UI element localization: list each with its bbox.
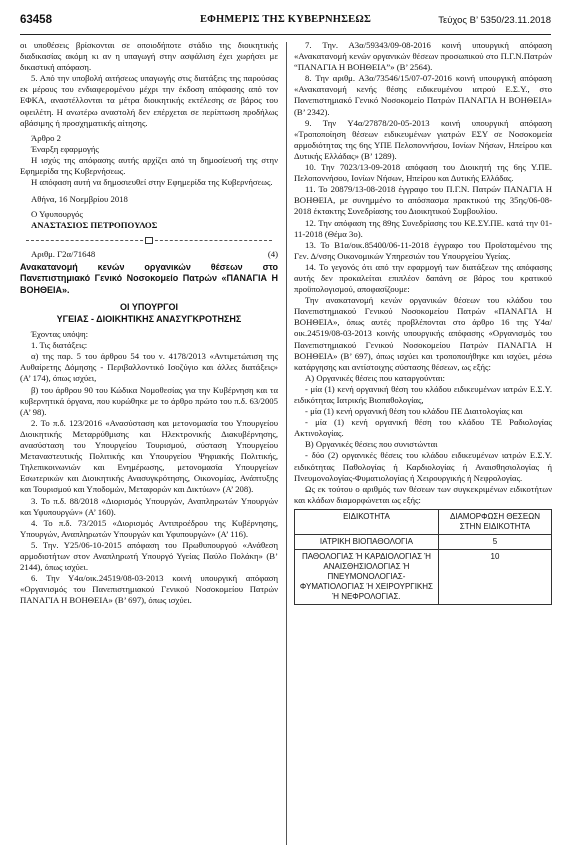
table-header-positions: ΔΙΑΜΟΡΦΩΣΗ ΘΕΣΕΩΝ ΣΤΗΝ ΕΙΔΙΚΟΤΗΤΑ [438,509,551,534]
table-row [295,534,552,549]
section-separator [20,234,278,246]
table-row [295,549,552,604]
decision-title: Ανακατανομή κενών οργανικών θέσεων στο Πανεπιστημιακό Γενικό Νοσοκομείο Πατρών «ΠΑΝΑΓΙΑ Η ΒΟΗΘΕΙΑ». [20,261,278,295]
list-item: 7. Την. Α3α/59343/09-08-2016 κοινή υπουργική απόφαση «Ανακατανομή κενών οργανικών θέσεων προσωπικού στο Π.Γ.Ν.Πατρών “ΠΑΝΑΓΙΑ Η ΒΟΗΘΕΙΑ”» (Β’ 2564). [294,40,552,73]
list-item: α) της παρ. 5 του άρθρου 54 του ν. 4178/2013 «Αντιμετώπιση της Αυθαίρετης Δόμησης - Περιβαλλοντικό Ισοζύγιο και άλλες διατάξεις» (Α’ 174), όπως ισχύει, [20,351,278,384]
table-cell-specialty: ΠΑΘΟΛΟΓΙΑΣ Ή ΚΑΡΔΙΟΛΟΓΙΑΣ Ή ΑΝΑΙΣΘΗΣΙΟΛΟΓΙΑΣ Ή ΠΝΕΥΜΟΝΟΛΟΓΙΑΣ-ΦΥΜΑΤΙΟΛΟΓΙΑΣ Ή ΧΕΙΡΟΥΡΓΙΚΗΣ Ή ΝΕΦΡΟΛΟΓΙΑΣ. [295,549,439,604]
paragraph: 5. Από την υποβολή αιτήσεως υπαγωγής στις διατάξεις της παρούσας εκ μέρους του ενδιαφερομένου μέχρι την έκδοση απόφασης από τον ΕΦΚΑ, αναστέλλονται τα μέτρα διοικητικής εκτέλεσης σε βάρος του οφειλέτη. Η ανωτέρω αναστολή δεν επέρχεται σε περίπτωση προδήλως αβάσιμης ή προσχηματικής αίτησης. [20,73,278,128]
list-item: 14. Το γεγονός ότι από την εφαρμογή των διατάξεων της απόφασης αυτής δεν προκαλείται επιπλέον δαπάνη σε βάρος του κρατικού προϋπολογισμού, αποφασίζουμε: [294,261,552,295]
table-header-specialty: ΕΙΔΙΚΟΤΗΤΑ [295,509,439,534]
header-rule [20,34,551,35]
list-item: - μία (1) κενή οργανική θέση του κλάδου ΠΕ Διαιτολογίας και [305,406,523,417]
ministers-subheading: ΥΓΕΙΑΣ - ΔΙΟΙΚΗΤΙΚΗΣ ΑΝΑΣΥΓΚΡΟΤΗΣΗΣ [56,313,242,324]
gazette-title: ΕΦΗΜΕΡΙΣ ΤΗΣ ΚΥΒΕΡΝΗΣΕΩΣ [199,14,372,25]
list-item: - μία (1) κενή οργανική θέση του κλάδου ΤΕ Ραδιολογίας Ακτινολογίας. [294,417,552,439]
table-cell-specialty: ΙΑΤΡΙΚΗ ΒΙΟΠΑΘΟΛΟΓΙΑ [295,534,439,549]
paragraph: οι υποθέσεις βρίσκονται σε οποιοδήποτε στάδιο της διοικητικής διαδικασίας ακόμη κι αν η υπαγωγή στην ασφάλιση έχει χωρήσει με δικαστική απόφαση. [20,40,278,73]
right-column [294,40,552,605]
paragraph: Η απόφαση αυτή να δημοσιευθεί στην Εφημερίδα της Κυβερνήσεως. [31,177,273,188]
having-regard: Έχοντας υπόψη: [31,329,89,340]
article-title: Έναρξη εφαρμογής [31,143,99,154]
list-item: - δύο (2) οργανικές θέσεις του κλάδου ειδικευμένων ιατρών Ε.Σ.Υ. ειδικότητας Παθολογίας ή Καρδιολογίας ή Αναισθησιολογίας ή Πνευμονολογίας-Φυματιολογίας ή Χειρουργικής ή Νεφρολογίας. [294,450,552,483]
paragraph: Η ισχύς της απόφασης αυτής αρχίζει από τη δημοσίευσή της στην Εφημερίδα της Κυβερνήσεως. [20,154,278,177]
list-item: 8. Την αριθμ. Α3α/73546/15/07-07-2016 κοινή υπουργική απόφαση «Ανακατανομή κενής θέσης ειδικευμένου ιατρού Ε.Σ.Υ., στο Πανεπιστημιακό Γενικό Νοσοκομείο Πατρών ΠΑΝΑΓΙΑ Η ΒΟΗΘΕΙΑ» (Β’ 2342). [294,73,552,117]
section-heading: Α) Οργανικές θέσεις που καταργούνται: [305,372,445,383]
signer-role: Ο Υφυπουργός [31,209,83,220]
issue-label: Τεύχος Β’ 5350/23.11.2018 [438,15,551,26]
decision-number: Αριθμ. Γ2α/71648 [31,248,96,259]
list-item: 2. Το π.δ. 123/2016 «Ανασύσταση και μετονομασία του Υπουργείου Διοικητικής Μεταρρύθμισης και Ηλεκτρονικής Διακυβέρνησης, ανασύσταση του Υπουργείου Τουρισμού, σύσταση Υπουργείου Μεταναστευτικής Πολιτικής και Υπουργείου Ψηφιακής Πολιτικής, Τηλεπικοινωνιών και Ενημέρωσης, μετονομασία Υπουργείων Εσωτερικών και Διοικητικής Ανασυγκρότησης, Οικονομίας, Ανάπτυξης και Τουρισμού και Υποδομών, Μεταφορών και Δικτύων» (Α’ 208). [20,417,278,495]
place-date: Αθήνα, 16 Νοεμβρίου 2018 [31,194,128,205]
list-item: 10. Την 7023/13-09-2018 απόφαση του Διοικητή της 6ης Υ.ΠΕ. Πελοποννήσου, Ιονίων Νήσων, Ηπείρου και Δυτικής Ελλάδας. [294,162,552,184]
signer-name: ΑΝΑΣΤΑΣΙΟΣ ΠΕΤΡΟΠΟΥΛΟΣ [31,220,158,231]
article-number: Άρθρο 2 [31,132,61,143]
summary-text: Ως εκ τούτου ο αριθμός των θέσεων των συγκεκριμένων ειδικοτήτων και κλάδων διαμορφώνεται ως εξής: [294,483,552,505]
list-item: β) του άρθρου 90 του Κώδικα Νομοθεσίας για την Κυβέρνηση και τα κυβερνητικά όργανα, που κυρώθηκε με το άρθρο πρώτο του π.δ. 63/2005 (Α’ 98). [20,384,278,417]
list-item: 6. Την Υ4α/οικ.24519/08-03-2013 κοινή υπουργική απόφαση «Οργανισμός του Πανεπιστημιακού Γενικού Νοσοκομείου Πατρών ΠΑΝΑΓΙΑ Η ΒΟΗΘΕΙΑ» (Β’ 697), όπως ισχύει. [20,573,278,606]
list-item: - μία (1) κενή οργανική θέση του κλάδου ειδικευμένων ιατρών Ε.Σ.Υ. ειδικότητας Ιατρικής Βιοπαθολογίας, [294,383,552,405]
list-item: 13. Το Β1α/οικ.85400/06-11-2018 έγγραφο του Προϊσταμένου της Γεν. Δ/νσης Οικονομικών Υπηρεσιών του Υπουργείου Υγείας. [294,239,552,261]
list-item: 3. Το π.δ. 88/2018 «Διορισμός Υπουργών, Αναπληρωτών Υπουργών και Υφυπουργών» (Α’ 160). [20,495,278,517]
list-item: 11. Το 20879/13-08-2018 έγγραφο του Π.Γ.Ν. Πατρών ΠΑΝΑΓΙΑ Η ΒΟΗΘΕΙΑ, με συνημμένο το απόσπασμα πρακτικού της 35ης/06-08-2018 έκτακτης Συνεδρίασης του Διοικητικού Συμβουλίου. [294,184,552,217]
list-item: 12. Την απόφαση της 89ης Συνεδρίασης του ΚΕ.ΣΥ.ΠΕ. κατά την 01-11-2018 (Θέμα 3ο). [294,217,552,239]
decision-reference [20,249,278,260]
page-header [20,12,551,32]
section-heading: Β) Οργανικές θέσεις που συνιστώνται [305,439,438,450]
column-divider [286,42,287,845]
table-cell-positions: 10 [438,549,551,604]
ministers-heading: ΟΙ ΥΠΟΥΡΓΟΙ [119,302,178,313]
table-cell-positions: 5 [438,534,551,549]
positions-table [294,509,552,605]
list-item: 4. Το π.δ. 73/2015 «Διορισμός Αντιπροέδρου της Κυβέρνησης, Υπουργών, Αναπληρωτών Υπουργών και Υφυπουργών» (Α’ 116). [20,517,278,539]
list-item: 1. Τις διατάξεις: [31,340,88,351]
list-item: 9. Την Υ4α/27878/20-05-2013 κοινή υπουργική απόφαση «Τροποποίηση θέσεων ειδικευμένων γιατρών ΕΣΥ σε Νοσοκομεία αρμοδιότητας της 6ης ΥΠΕ Πελοποννήσου, Ιονίων Νήσων, Ηπείρου και Δυτικής Ελλάδας» (Β’ 1289). [294,117,552,161]
page-number: 63458 [20,14,52,26]
decision-text: Την ανακατανομή κενών οργανικών θέσεων του κλάδου του Πανεπιστημιακού Γενικού Νοσοκομείου Πατρών «ΠΑΝΑΓΙΑ Η ΒΟΗΘΕΙΑ», όπως αυτές προβλέπονται στο άρθρο 16 της Υ4α/οικ.24519/08-03-2013 κοινής υπουργικής απόφασης «Οργανισμός του Πανεπιστημιακού Γενικού Νοσοκομείου Πατρών ΠΑΝΑΓΙΑ Η ΒΟΗΘΕΙΑ» (Β’ 697), όπως ισχύει και τροποποιήθηκε και ισχύει, μέσω κατάργησης και αντίστοιχης σύστασης θέσεων, ως εξής: [294,295,552,372]
decision-index: (4) [267,248,278,259]
left-column [20,40,278,606]
separator-square-icon [145,237,153,244]
list-item: 5. Την. Υ25/06-10-2015 απόφαση του Πρωθυπουργού «Ανάθεση αρμοδιοτήτων στον Αναπληρωτή Υπουργό Υγείας Παύλο Πολάκη» (Β’ 2144), όπως ισχύει. [20,539,278,573]
